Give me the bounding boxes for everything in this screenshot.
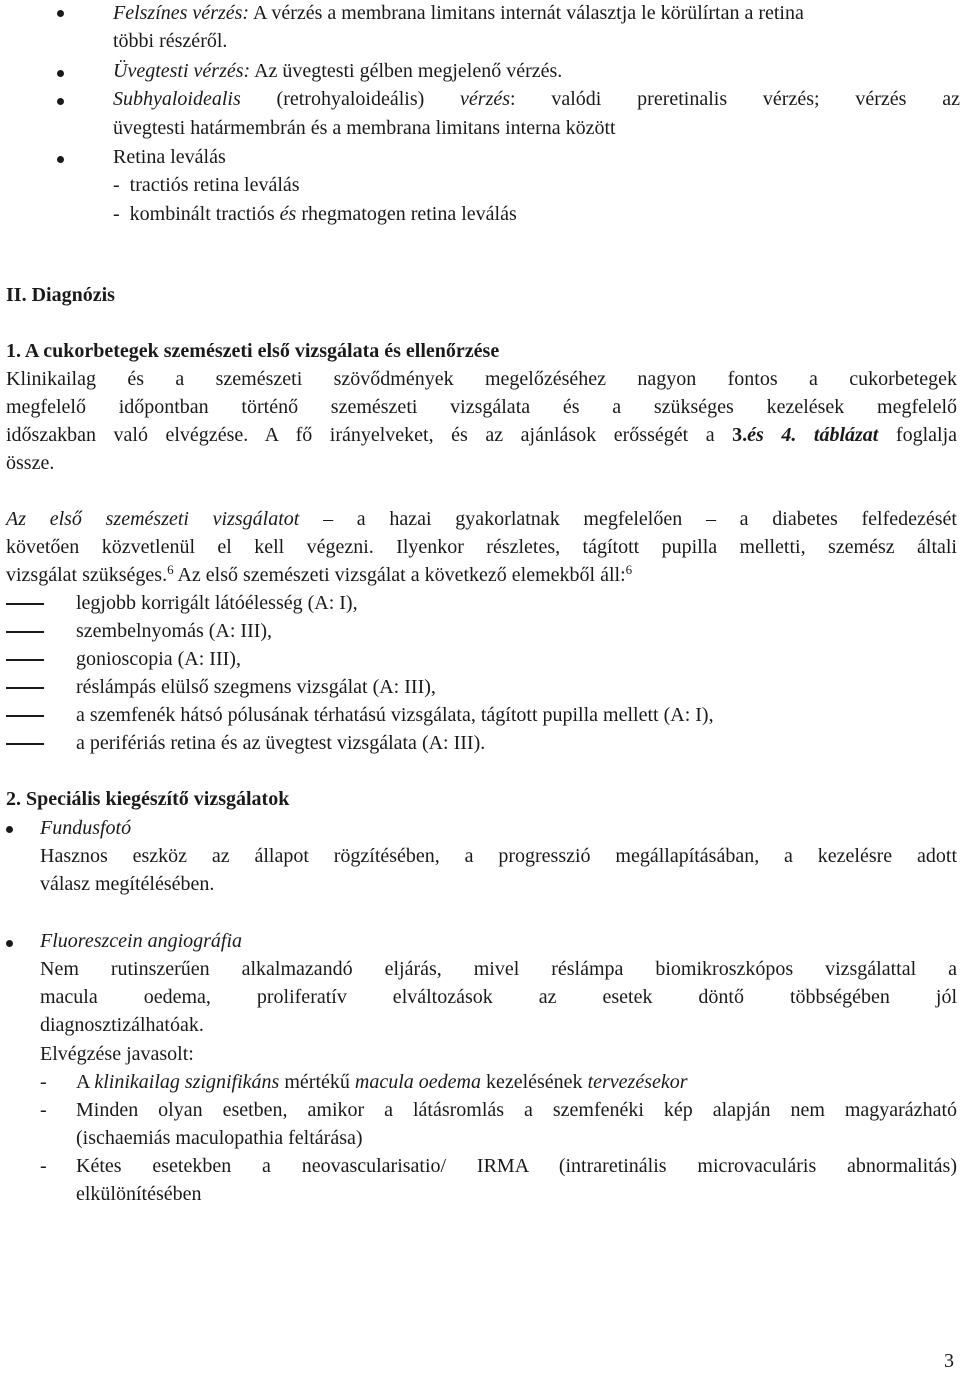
fluor-l3: diagnosztizálhatóak. bbox=[40, 1014, 204, 1036]
sub1-p2-l2: követően közvetlenül el kell végezni. Ilyenkor részletes, tágított pupilla melletti, szemész általi bbox=[6, 536, 957, 558]
sub1-p1-ref: 3. bbox=[732, 424, 748, 446]
sub1-p1-l1: Klinikailag és a szemészeti szövődmények megelőzéséhez nagyon fontos a cukorbetegek bbox=[6, 368, 957, 390]
fluor-d1-i3: tervezésekor bbox=[587, 1071, 688, 1093]
sub1-title: 1. A cukorbetegek szemészeti első vizsgálata és ellenőrzése bbox=[6, 340, 500, 362]
subhyaloid-w2: (retrohyaloideális) bbox=[276, 88, 425, 110]
sub1-p2-l3a: vizsgálat szükséges. bbox=[6, 564, 168, 586]
fluor-d1-i2: macula oedema bbox=[354, 1071, 481, 1093]
dash-icon bbox=[6, 659, 44, 661]
fundus-title bbox=[40, 815, 960, 841]
bullet-icon bbox=[6, 940, 13, 947]
subhyaloid-line bbox=[113, 86, 960, 112]
dash-icon bbox=[6, 743, 44, 745]
fundus-title-text: Fundusfotó bbox=[40, 817, 132, 839]
bullet-icon bbox=[57, 70, 64, 77]
page-number: 3 bbox=[944, 1350, 954, 1372]
felszines-cont: többi részéről. bbox=[113, 30, 228, 52]
sub1-p1-l3a: időszakban való elvégzése. bbox=[6, 424, 249, 446]
sub1-p1-l4: össze. bbox=[6, 452, 55, 474]
retina-item-1: - tractiós retina leválás bbox=[113, 174, 300, 196]
bullet-icon bbox=[57, 156, 64, 163]
exam-item: a szemfenék hátsó pólusának térhatású vizsgálata, tágított pupilla mellett (A: I), bbox=[76, 704, 714, 726]
fluor-dash-1 bbox=[76, 1069, 960, 1095]
fluor-dash-2-marker: - bbox=[40, 1099, 47, 1121]
sub1-p2-l3 bbox=[6, 562, 960, 588]
fluor-l2: macula oedema, proliferatív elváltozások az esetek döntő többségében jól bbox=[40, 986, 957, 1008]
fluor-d2-l2: (ischaemiás maculopathia feltárása) bbox=[76, 1127, 363, 1149]
fluor-dash-3-marker: - bbox=[40, 1155, 47, 1177]
uvegtesti-text: Az üvegtesti gélben megjelenő vérzés. bbox=[250, 60, 563, 82]
sub1-p1-es: és 4. bbox=[747, 424, 797, 446]
subhyaloid-w5: preretinalis bbox=[637, 88, 728, 110]
subhyaloid-w4: valódi bbox=[551, 88, 602, 110]
uvegtesti-line bbox=[113, 58, 960, 84]
felszines-text: A vérzés a membrana limitans internát választja le körülírtan a retina bbox=[249, 2, 804, 24]
sub2-title: 2. Speciális kiegészítő vizsgálatok bbox=[6, 788, 290, 810]
exam-item: réslámpás elülső szegmens vizsgálat (A: III), bbox=[76, 676, 436, 698]
subhyaloid-w7: vérzés bbox=[855, 88, 907, 110]
bullet-icon bbox=[57, 98, 64, 105]
dash-icon bbox=[6, 687, 44, 689]
sub1-p1-l3b: A fő irányelveket, és az ajánlások erősségét a bbox=[248, 424, 733, 446]
subhyaloid-w3: vérzés bbox=[460, 88, 511, 110]
sub1-p1-l2: megfelelő időpontban történő szemészeti vizsgálata és a szükséges kezelések megfelelő bbox=[6, 396, 957, 418]
ref-sup: 6 bbox=[167, 562, 174, 577]
subhyaloid-w8: az bbox=[942, 88, 960, 110]
bullet-icon bbox=[57, 10, 64, 17]
subhyaloid-w6: vérzés; bbox=[762, 88, 820, 110]
fluor-d3-l1: Kétes esetekben a neovascularisatio/ IRMA (intraretinális microvaculáris abnormalitás) bbox=[76, 1155, 957, 1177]
sub1-p1-l3 bbox=[6, 422, 957, 448]
fluor-l1: Nem rutinszerűen alkalmazandó eljárás, mivel réslámpa biomikroszkópos vizsgálattal a bbox=[40, 958, 957, 980]
exam-item: legjobb korrigált látóélesség (A: I), bbox=[76, 592, 358, 614]
subhyaloid-w3b: : bbox=[510, 88, 516, 110]
subhyaloid-w1: Subhyaloidealis bbox=[113, 88, 241, 110]
fluor-d2-l1: Minden olyan esetben, amikor a látásromlás a szemfenéki kép alapján nem magyarázható bbox=[76, 1099, 957, 1121]
retina-item-2a: - kombinált tractiós bbox=[113, 203, 280, 225]
fluor-d1-a: A bbox=[76, 1071, 95, 1093]
dash-icon bbox=[6, 603, 44, 605]
section-ii-title: II. Diagnózis bbox=[6, 284, 115, 306]
subhyaloid-w3-wrap bbox=[460, 86, 516, 112]
fluor-dash-1-marker: - bbox=[40, 1071, 47, 1093]
sub1-p1-tab: táblázat bbox=[796, 424, 879, 446]
exam-item: gonioscopia (A: III), bbox=[76, 648, 241, 670]
fluor-d1-i1: klinikailag szignifikáns bbox=[94, 1071, 280, 1093]
exam-item: a perifériás retina és az üvegtest vizsgálata (A: III). bbox=[76, 732, 486, 754]
felszines-term: Felszínes vérzés: bbox=[113, 2, 250, 24]
sub1-p2-l1-it: Az első szemészeti vizsgálatot bbox=[6, 508, 300, 530]
retina-item-2b: rhegmatogen retina leválás bbox=[296, 203, 517, 225]
fundus-l1: Hasznos eszköz az állapot rögzítésében, a progresszió megállapításában, a kezelésre adott bbox=[40, 845, 957, 867]
retina-item-2 bbox=[113, 201, 960, 227]
fluor-l4: Elvégzése javasolt: bbox=[40, 1043, 194, 1065]
bullet-icon bbox=[6, 826, 13, 833]
retina-item-2-es: és bbox=[279, 203, 297, 225]
subhyaloid-cont: üvegtesti határmembrán és a membrana limitans interna között bbox=[113, 117, 616, 139]
sub1-p2-l3b: Az első szemészeti vizsgálat a következő elemekből áll: bbox=[173, 564, 626, 586]
fluor-title-text: Fluoreszcein angiográfia bbox=[40, 930, 243, 952]
sub1-p2-l1 bbox=[6, 506, 957, 532]
sub1-p1-l3c: foglalja bbox=[878, 424, 958, 446]
retina-label: Retina leválás bbox=[113, 146, 226, 168]
felszines-line bbox=[113, 0, 960, 26]
dash-icon bbox=[6, 715, 44, 717]
fluor-title bbox=[40, 928, 960, 954]
sub1-p2-l1-rest: – a hazai gyakorlatnak megfelelően – a diabetes felfedezését bbox=[299, 508, 957, 530]
uvegtesti-term: Üvegtesti vérzés: bbox=[113, 60, 251, 82]
fundus-l2: válasz megítélésében. bbox=[40, 873, 215, 895]
fluor-d1-c: kezelésének bbox=[480, 1071, 588, 1093]
dash-icon bbox=[6, 631, 44, 633]
fluor-d3-l2: elkülönítésében bbox=[76, 1183, 202, 1205]
exam-item: szembelnyomás (A: III), bbox=[76, 620, 273, 642]
ref-sup: 6 bbox=[625, 562, 633, 577]
fluor-d1-b: mértékű bbox=[279, 1071, 355, 1093]
